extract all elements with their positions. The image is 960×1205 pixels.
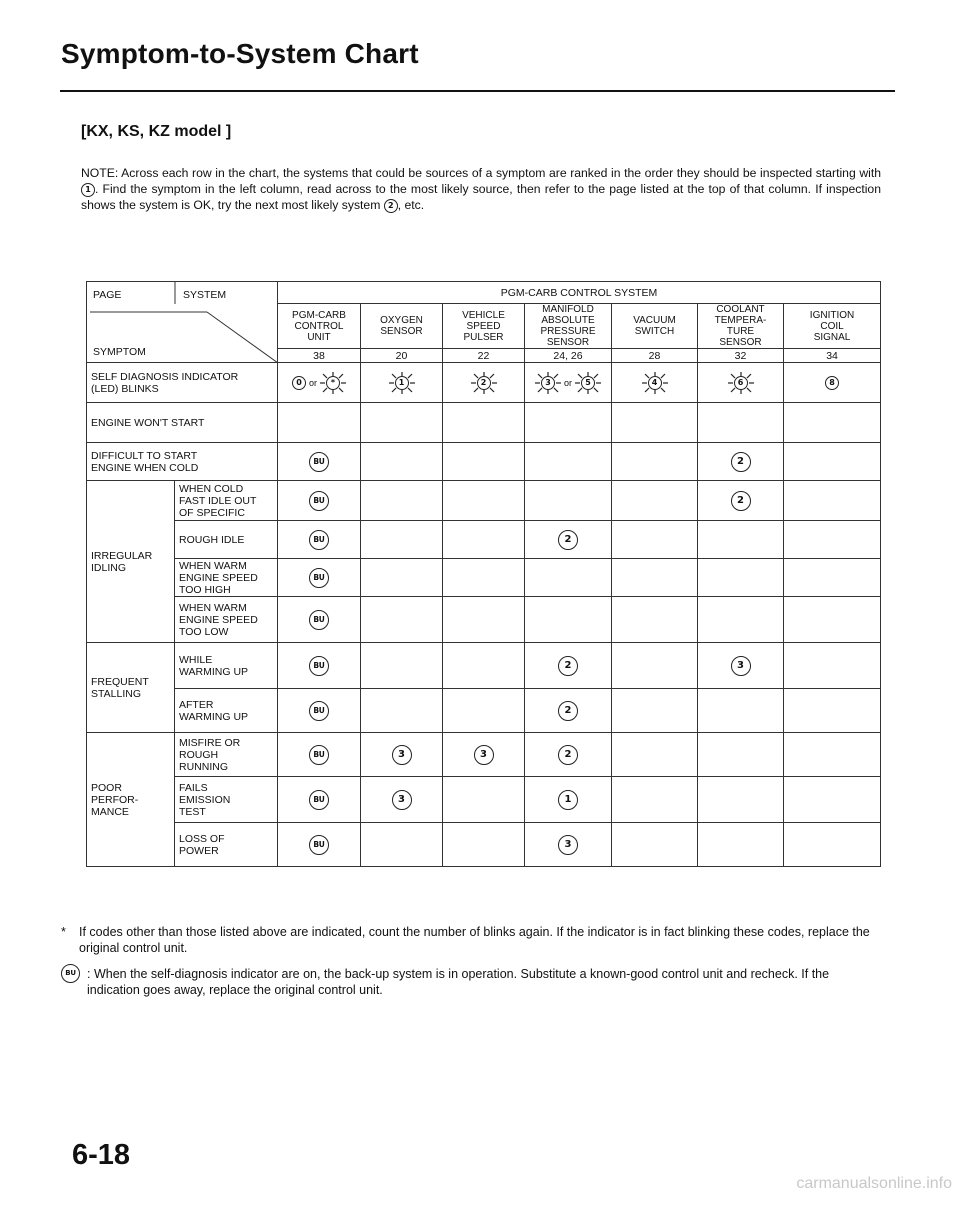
rank-cell [443, 643, 525, 689]
symptom-group-label: POOR PERFOR- MANCE [87, 733, 175, 867]
system-name: MANIFOLD ABSOLUTE PRESSURE SENSOR [525, 304, 612, 349]
symptom-label-cell: FAILS EMISSION TEST [175, 777, 278, 823]
blinking-led-icon [575, 372, 601, 394]
rank-cell [443, 521, 525, 559]
rank-cell [525, 597, 612, 643]
rank-cell [525, 521, 612, 559]
rank-cell [278, 777, 361, 823]
led-code: * [326, 376, 340, 390]
blinking-led-icon [728, 372, 754, 394]
symptom-row [87, 733, 881, 777]
rank-cell [525, 481, 612, 521]
symptom-label-cell: AFTER WARMING UP [175, 689, 278, 733]
led-code: 3 [541, 376, 555, 390]
rank-cell [784, 777, 881, 823]
system-group-header: PGM-CARB CONTROL SYSTEM [278, 282, 881, 304]
symptom-label-cell: LOSS OF POWER [175, 823, 278, 867]
led-code: 8 [825, 376, 839, 390]
rank-cell [443, 689, 525, 733]
symptom-row [87, 597, 881, 643]
rank-cell [612, 643, 698, 689]
star-mark: * [61, 925, 66, 939]
rank-cell [698, 481, 784, 521]
rank-cell [361, 403, 443, 443]
backup-icon: BU [309, 491, 329, 511]
blinking-led-icon [819, 372, 845, 394]
rank-cell [525, 559, 612, 597]
rank-cell [278, 733, 361, 777]
rank-cell [784, 643, 881, 689]
page-ref: 20 [361, 349, 443, 363]
rank-cell [443, 403, 525, 443]
led-code-cell [612, 363, 698, 403]
rank-cell [784, 689, 881, 733]
rank-cell [784, 733, 881, 777]
footnote-star [61, 924, 881, 956]
symptom-label-cell: WHILE WARMING UP [175, 643, 278, 689]
rank-cell [784, 443, 881, 481]
rank-cell [278, 643, 361, 689]
rank-cell [361, 643, 443, 689]
backup-icon: BU [309, 656, 329, 676]
rank-cell [784, 823, 881, 867]
header-corner [87, 282, 278, 363]
rank-cell [612, 403, 698, 443]
symptom-label-cell: ROUGH IDLE [175, 521, 278, 559]
rank-cell [443, 559, 525, 597]
system-name: VACUUM SWITCH [612, 304, 698, 349]
rank-marker: 2 [558, 701, 578, 721]
symptom-row [87, 643, 881, 689]
page-ref: 24, 26 [525, 349, 612, 363]
rank-marker: 1 [558, 790, 578, 810]
rank-cell [361, 443, 443, 481]
rank-marker: 2 [558, 745, 578, 765]
led-row [87, 363, 881, 403]
rank-marker: 3 [392, 790, 412, 810]
rank-cell [698, 597, 784, 643]
symptom-group-label: FREQUENT STALLING [87, 643, 175, 733]
led-code-cell [784, 363, 881, 403]
rank-cell [443, 733, 525, 777]
rank-cell [612, 443, 698, 481]
system-name: COOLANT TEMPERA- TURE SENSOR [698, 304, 784, 349]
symptom-system-table [86, 281, 881, 867]
rank-1-marker: 1 [81, 183, 95, 197]
rank-cell [278, 521, 361, 559]
rank-cell [443, 823, 525, 867]
rank-cell [361, 481, 443, 521]
symptom-label: SYMPTOM [93, 346, 146, 358]
watermark: carmanualsonline.info [796, 1175, 952, 1192]
rank-cell [443, 777, 525, 823]
backup-icon: BU [309, 745, 329, 765]
rank-marker: 2 [731, 491, 751, 511]
rank-cell [361, 689, 443, 733]
backup-icon: BU [309, 835, 329, 855]
symptom-label-cell: WHEN COLD FAST IDLE OUT OF SPECIFIC [175, 481, 278, 521]
symptom-row [87, 443, 881, 481]
symptom-row [87, 559, 881, 597]
page-ref: 22 [443, 349, 525, 363]
page-title: Symptom-to-System Chart [61, 38, 419, 69]
rank-cell [784, 521, 881, 559]
symptom-label-cell: DIFFICULT TO START ENGINE WHEN COLD [87, 443, 278, 481]
rank-cell [278, 403, 361, 443]
led-code: 6 [734, 376, 748, 390]
symptom-row [87, 689, 881, 733]
rank-cell [443, 597, 525, 643]
note-text-1: NOTE: Across each row in the chart, the systems that could be sources of a symptom are ranked in the order they should be inspected starting with [81, 166, 881, 180]
model-heading: [KX, KS, KZ model ] [81, 123, 232, 140]
system-label: SYSTEM [183, 289, 227, 301]
footnote-backup-text: : When the self-diagnosis indicator are on, the back-up system is in operation. Substitute a known-good control unit and recheck. If the indication goes away, replace the original control unit. [87, 967, 830, 997]
blinking-led-icon [320, 372, 346, 394]
rank-cell [784, 559, 881, 597]
or-text: or [308, 377, 317, 388]
rank-cell [525, 689, 612, 733]
rank-cell [361, 559, 443, 597]
backup-icon: BU [309, 452, 329, 472]
led-code: 2 [477, 376, 491, 390]
rank-cell [361, 521, 443, 559]
led-code-cell [443, 363, 525, 403]
rank-cell [612, 559, 698, 597]
page-number: 6-18 [72, 1139, 131, 1171]
rank-marker: 2 [558, 656, 578, 676]
blinking-led-icon [642, 372, 668, 394]
rank-cell [525, 403, 612, 443]
led-code-cell [278, 363, 361, 403]
symptom-row [87, 823, 881, 867]
blinking-led-icon [471, 372, 497, 394]
led-code: 5 [581, 376, 595, 390]
rank-marker: 3 [392, 745, 412, 765]
rank-marker: 2 [558, 530, 578, 550]
rank-cell [278, 481, 361, 521]
rank-cell [612, 481, 698, 521]
led-code-zero: 0 [292, 376, 306, 390]
page-label: PAGE [93, 289, 122, 301]
note-text-3: , etc. [397, 198, 425, 212]
rank-cell [612, 521, 698, 559]
page-ref: 32 [698, 349, 784, 363]
rank-cell [698, 689, 784, 733]
note-text-2: . Find the symptom in the left column, read across to the most likely source, then refer to the page listed at the top of that column. If inspection shows the system is OK, try the next most likely system [81, 182, 881, 212]
rank-cell [698, 559, 784, 597]
page-ref: 38 [278, 349, 361, 363]
rank-marker: 2 [731, 452, 751, 472]
backup-icon: BU [309, 701, 329, 721]
rank-cell [698, 823, 784, 867]
led-code: 1 [395, 376, 409, 390]
rank-cell [525, 733, 612, 777]
rank-cell [698, 521, 784, 559]
led-row-label: SELF DIAGNOSIS INDICATOR (LED) BLINKS [87, 363, 278, 403]
footnote-backup [61, 966, 881, 998]
rank-marker: 3 [474, 745, 494, 765]
symptom-label-cell: WHEN WARM ENGINE SPEED TOO HIGH [175, 559, 278, 597]
rank-marker: 3 [558, 835, 578, 855]
blinking-led-icon [535, 372, 561, 394]
rank-cell [698, 733, 784, 777]
symptom-row [87, 777, 881, 823]
symptom-row [87, 521, 881, 559]
page-ref: 34 [784, 349, 881, 363]
backup-icon: BU [309, 568, 329, 588]
symptom-label-cell: WHEN WARM ENGINE SPEED TOO LOW [175, 597, 278, 643]
symptom-label-cell: ENGINE WON'T START [87, 403, 278, 443]
rank-cell [784, 597, 881, 643]
rank-cell [612, 823, 698, 867]
rank-cell [612, 597, 698, 643]
rank-cell [698, 777, 784, 823]
led-code-cell [361, 363, 443, 403]
note-paragraph [81, 165, 881, 213]
rank-cell [278, 559, 361, 597]
symptom-label-cell: MISFIRE OR ROUGH RUNNING [175, 733, 278, 777]
rank-cell [278, 823, 361, 867]
rank-marker: 3 [731, 656, 751, 676]
rank-cell [361, 777, 443, 823]
page-ref: 28 [612, 349, 698, 363]
rank-cell [361, 823, 443, 867]
rank-cell [698, 443, 784, 481]
backup-icon: BU [309, 530, 329, 550]
rank-cell [784, 403, 881, 443]
title-rule [60, 90, 895, 92]
system-name: PGM-CARB CONTROL UNIT [278, 304, 361, 349]
rank-cell [525, 777, 612, 823]
rank-cell [361, 733, 443, 777]
rank-cell [698, 643, 784, 689]
backup-icon: BU [309, 610, 329, 630]
or-text: or [563, 377, 572, 388]
footnote-star-text: If codes other than those listed above are indicated, count the number of blinks again. If the indicator is in fact blinking these codes, replace the original control unit. [79, 925, 870, 955]
rank-cell [278, 443, 361, 481]
led-code: 4 [648, 376, 662, 390]
rank-cell [612, 689, 698, 733]
symptom-row [87, 403, 881, 443]
rank-2-marker: 2 [384, 199, 398, 213]
backup-icon: BU [309, 790, 329, 810]
rank-cell [443, 481, 525, 521]
rank-cell [361, 597, 443, 643]
symptom-row [87, 481, 881, 521]
rank-cell [612, 777, 698, 823]
system-name: OXYGEN SENSOR [361, 304, 443, 349]
rank-cell [278, 689, 361, 733]
rank-cell [443, 443, 525, 481]
rank-cell [698, 403, 784, 443]
rank-cell [278, 597, 361, 643]
rank-cell [612, 733, 698, 777]
rank-cell [784, 481, 881, 521]
system-name: VEHICLE SPEED PULSER [443, 304, 525, 349]
backup-icon: BU [61, 964, 80, 983]
rank-cell [525, 643, 612, 689]
header-row [87, 282, 881, 304]
blinking-led-icon [389, 372, 415, 394]
system-name: IGNITION COIL SIGNAL [784, 304, 881, 349]
symptom-group-label: IRREGULAR IDLING [87, 481, 175, 643]
rank-cell [525, 823, 612, 867]
led-code-cell [698, 363, 784, 403]
led-code-cell [525, 363, 612, 403]
rank-cell [525, 443, 612, 481]
